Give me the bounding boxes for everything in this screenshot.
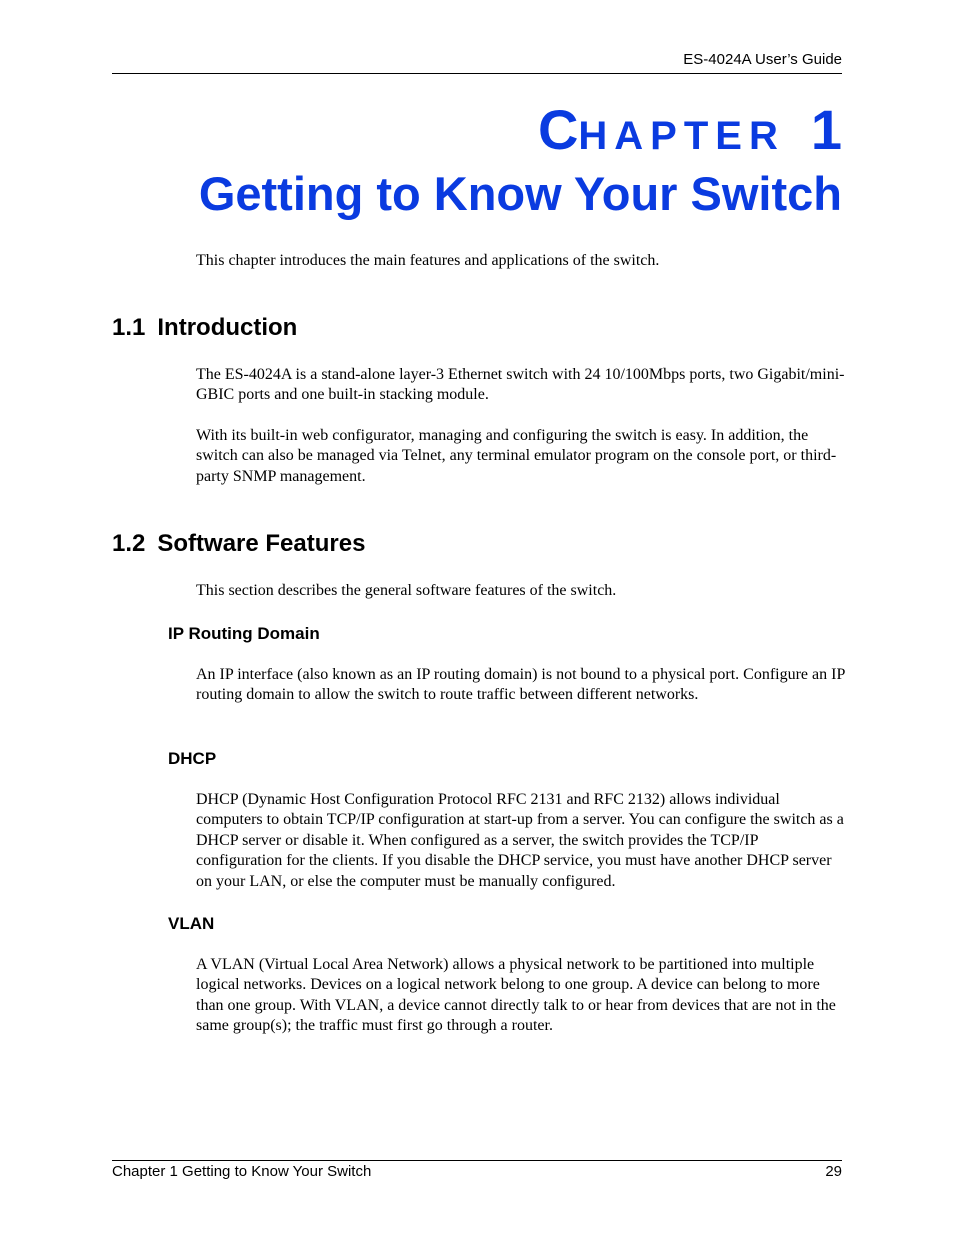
software-features-intro: This section describes the general software features of the switch. xyxy=(196,582,617,599)
subsection-text-dhcp: DHCP (Dynamic Host Configuration Protocol RFC 2131 and RFC 2132) allows individual computers to obtain TCP/IP configuration at start-up from a server. You can configure the switch as a DHCP server or disable it. When configured as a server, the switch provides the TCP/IP configuration for the clients. If you disable the DHCP service, you must have another DHCP server on your LAN, or else the computer must be manually configured. xyxy=(196,791,844,890)
intro-paragraph-2: With its built-in web configurator, managing and configuring the switch is easy. In addition, the switch can also be managed via Telnet, any terminal emulator program on the console port, or third-party SNMP management. xyxy=(196,427,837,485)
chapter-intro: This chapter introduces the main features and applications of the switch. xyxy=(196,252,660,269)
running-header: ES-4024A User’s Guide xyxy=(683,51,842,68)
footer-page-number: 29 xyxy=(825,1163,842,1180)
intro-paragraph-1: The ES-4024A is a stand-alone layer-3 Ethernet switch with 24 10/100Mbps ports, two Gigabit/mini-GBIC ports and one built-in stacking module. xyxy=(196,366,845,404)
footer-rule xyxy=(112,1160,842,1161)
chapter-label xyxy=(537,98,842,164)
header-rule xyxy=(112,73,842,74)
chapter-number: 1 xyxy=(810,98,842,161)
subsection-text-vlan: A VLAN (Virtual Local Area Network) allows a physical network to be partitioned into multiple logical networks. Devices on a logical network belong to one group. A device can belong to more than one group. With VLAN, a device cannot directly talk to or hear from devices that are not in the same group(s); the traffic must first go through a router. xyxy=(196,956,836,1035)
chapter-label-initial: C xyxy=(537,98,579,161)
section-number: 1.1 xyxy=(112,314,146,341)
chapter-label-rest: HAPTER xyxy=(578,114,785,158)
section-heading-introduction xyxy=(112,313,297,343)
section-heading-software-features xyxy=(112,529,365,559)
section-title: Software Features xyxy=(157,530,366,557)
subsection-heading-vlan: VLAN xyxy=(168,914,215,933)
subsection-heading-dhcp: DHCP xyxy=(168,749,217,768)
footer-chapter-ref: Chapter 1 Getting to Know Your Switch xyxy=(112,1163,372,1180)
section-title: Introduction xyxy=(157,314,298,341)
chapter-title: Getting to Know Your Switch xyxy=(198,167,842,220)
section-number: 1.2 xyxy=(112,530,146,557)
subsection-heading-ip-routing: IP Routing Domain xyxy=(168,624,320,643)
subsection-text-ip-routing: An IP interface (also known as an IP routing domain) is not bound to a physical port. Configure an IP routing domain to allow the switch to route traffic between different networks. xyxy=(196,666,845,704)
